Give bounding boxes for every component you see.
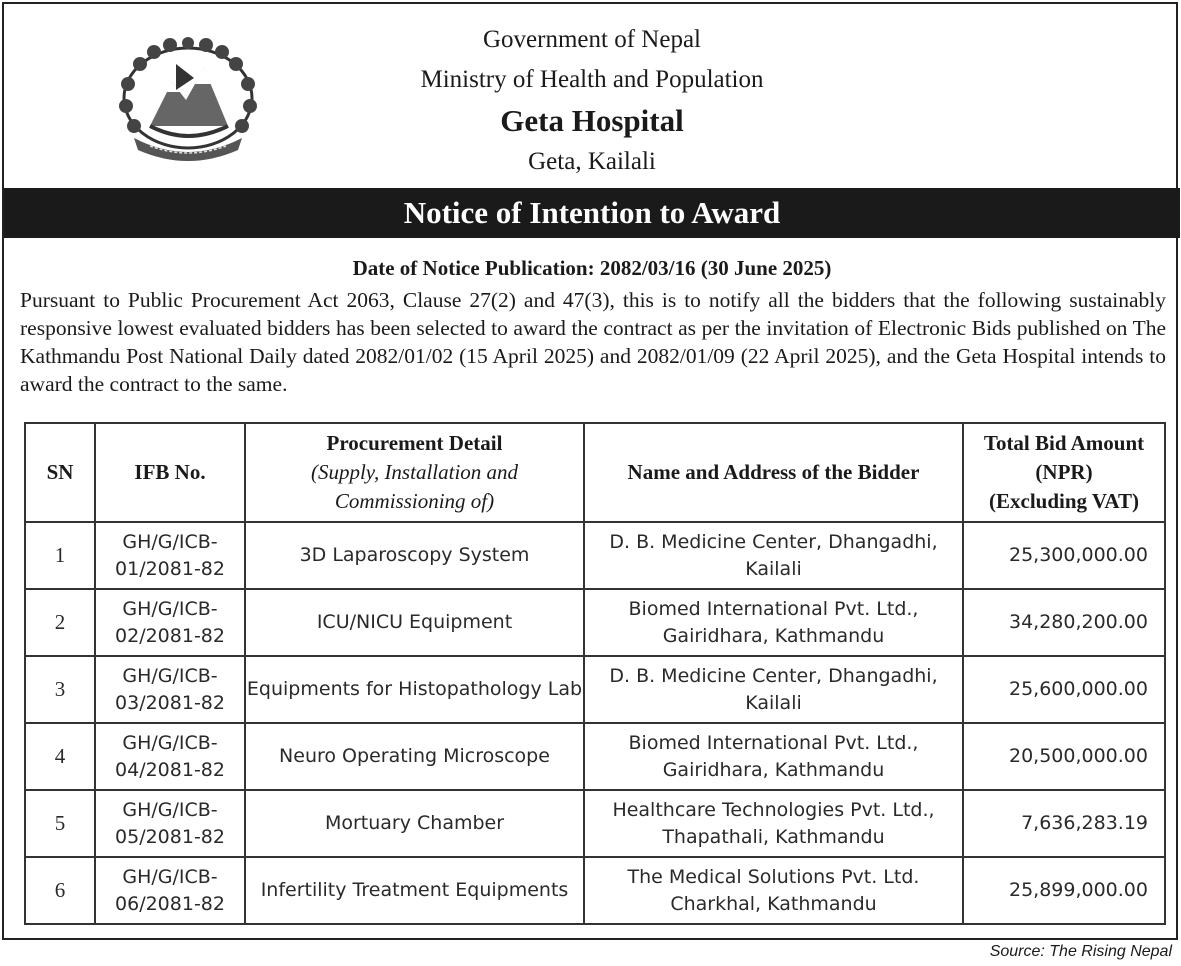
cell-bidder: D. B. Medicine Center, Dhangadhi, Kailali bbox=[584, 656, 963, 723]
cell-amount: 25,300,000.00 bbox=[963, 522, 1165, 589]
cell-sn: 5 bbox=[25, 790, 95, 857]
cell-sn: 6 bbox=[25, 857, 95, 924]
ministry-line: Ministry of Health and Population bbox=[420, 66, 764, 93]
cell-ifb: GH/G/ICB-03/2081-82 bbox=[95, 656, 245, 723]
header-amount bbox=[963, 423, 1165, 522]
header-ifb: IFB No. bbox=[95, 423, 245, 522]
cell-detail: 3D Laparoscopy System bbox=[245, 522, 584, 589]
table-row bbox=[25, 589, 1165, 656]
cell-detail: Equipments for Histopathology Lab bbox=[245, 656, 584, 723]
cell-detail: Infertility Treatment Equipments bbox=[245, 857, 584, 924]
publication-date: Date of Notice Publication: 2082/03/16 (30 June 2025) bbox=[352, 256, 832, 280]
notice-title: Notice of Intention to Award bbox=[4, 188, 1180, 238]
cell-bidder: Biomed International Pvt. Ltd., Gairidhara, Kathmandu bbox=[584, 723, 963, 790]
table-row bbox=[25, 857, 1165, 924]
cell-detail: ICU/NICU Equipment bbox=[245, 589, 584, 656]
cell-detail: Neuro Operating Microscope bbox=[245, 723, 584, 790]
letterhead bbox=[4, 20, 1180, 182]
cell-amount: 20,500,000.00 bbox=[963, 723, 1165, 790]
table-row bbox=[25, 656, 1165, 723]
cell-bidder: D. B. Medicine Center, Dhangadhi, Kailali bbox=[584, 522, 963, 589]
cell-sn: 2 bbox=[25, 589, 95, 656]
cell-bidder: Biomed International Pvt. Ltd., Gairidhara, Kathmandu bbox=[584, 589, 963, 656]
award-table bbox=[24, 422, 1166, 925]
cell-sn: 3 bbox=[25, 656, 95, 723]
notice-frame bbox=[2, 2, 1178, 940]
cell-amount: 25,899,000.00 bbox=[963, 857, 1165, 924]
cell-amount: 25,600,000.00 bbox=[963, 656, 1165, 723]
hospital-name: Geta Hospital bbox=[500, 103, 684, 138]
table-row bbox=[25, 790, 1165, 857]
table-header-row bbox=[25, 423, 1165, 522]
cell-ifb: GH/G/ICB-05/2081-82 bbox=[95, 790, 245, 857]
header-detail-sub: (Supply, Installation and Commissioning of) bbox=[310, 460, 519, 513]
government-line: Government of Nepal bbox=[483, 26, 701, 53]
cell-sn: 4 bbox=[25, 723, 95, 790]
cell-ifb: GH/G/ICB-06/2081-82 bbox=[95, 857, 245, 924]
cell-sn: 1 bbox=[25, 522, 95, 589]
source-credit: Source: The Rising Nepal bbox=[989, 943, 1172, 960]
table-row bbox=[25, 522, 1165, 589]
header-amount-line3: (Excluding VAT) bbox=[989, 489, 1139, 513]
header-sn: SN bbox=[25, 423, 95, 522]
cell-amount: 34,280,200.00 bbox=[963, 589, 1165, 656]
header-amount-line2: (NPR) bbox=[1035, 460, 1093, 484]
cell-ifb: GH/G/ICB-04/2081-82 bbox=[95, 723, 245, 790]
cell-amount: 7,636,283.19 bbox=[963, 790, 1165, 857]
header-amount-line1: Total Bid Amount bbox=[983, 431, 1145, 455]
cell-bidder: Healthcare Technologies Pvt. Ltd., Thapathali, Kathmandu bbox=[584, 790, 963, 857]
hospital-location: Geta, Kailali bbox=[528, 148, 656, 175]
header-detail-title: Procurement Detail bbox=[326, 431, 503, 455]
cell-ifb: GH/G/ICB-01/2081-82 bbox=[95, 522, 245, 589]
header-detail bbox=[245, 423, 584, 522]
header-bidder: Name and Address of the Bidder bbox=[584, 423, 963, 522]
cell-detail: Mortuary Chamber bbox=[245, 790, 584, 857]
table-row bbox=[25, 723, 1165, 790]
notice-body: Pursuant to Public Procurement Act 2063, Clause 27(2) and 47(3), this is to notify all the bidders that the following sustainably responsive lowest evaluated bidders has been selected to award the contract as per the invitation of Electronic Bids published on The Kathmandu Post National Daily dated 2082/01/02 (15 April 2025) and 2082/01/09 (22 April 2025), and the Geta Hospital intends to award the contract to the same. bbox=[20, 288, 1166, 396]
cell-bidder: The Medical Solutions Pvt. Ltd. Charkhal, Kathmandu bbox=[584, 857, 963, 924]
cell-ifb: GH/G/ICB-02/2081-82 bbox=[95, 589, 245, 656]
